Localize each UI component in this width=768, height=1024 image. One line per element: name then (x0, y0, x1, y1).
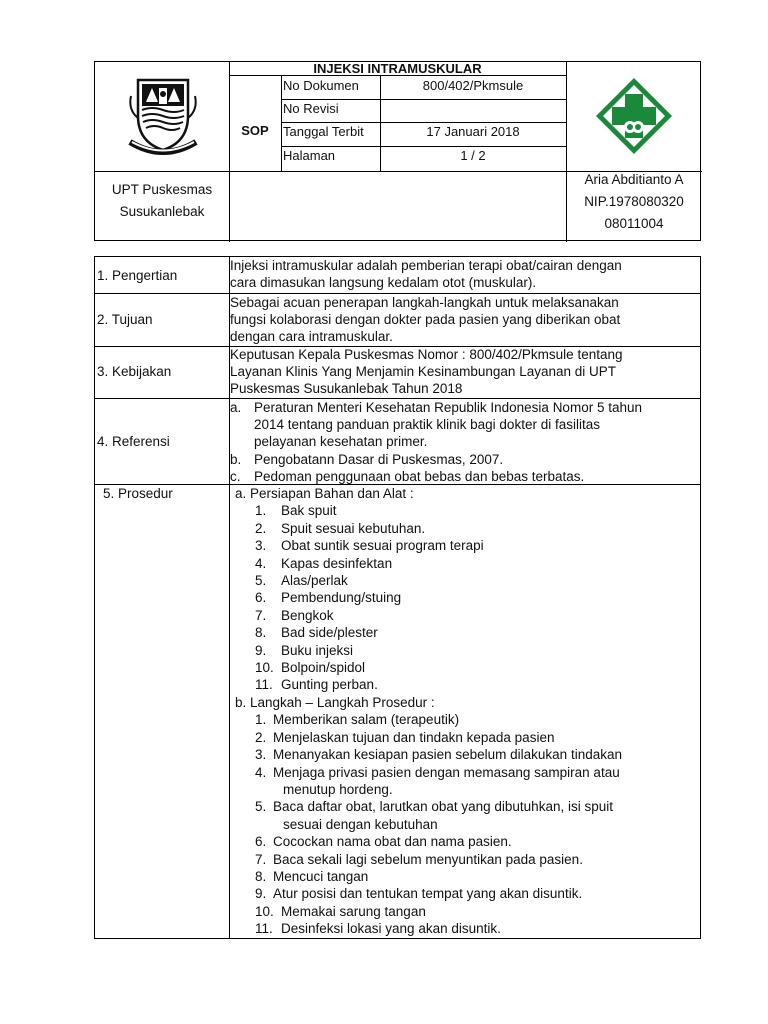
tujuan-line: dengan cara intramuskular. (230, 329, 393, 345)
org-name-line-2: Susukanlebak (119, 204, 205, 219)
signer-name: Aria Abditianto A (584, 172, 684, 187)
prosedur-list (235, 485, 700, 938)
list-item: 5. Alas/perlak (255, 573, 348, 589)
sop-content-table (94, 256, 701, 939)
halaman-label: Halaman (283, 148, 336, 163)
section-label-kebijakan: 3. Kebijakan (97, 364, 172, 379)
org-name-line-1: UPT Puskesmas (111, 182, 213, 197)
section-label-pengertian: 1. Pengertian (97, 268, 178, 283)
section-text-referensi (230, 399, 700, 485)
halaman-value: 1 / 2 (460, 148, 486, 163)
referensi-item: b. Pengobatann Dasar di Puskesmas, 2007. (230, 451, 504, 467)
list-item-continuation: sesuai dengan kebutuhan (283, 816, 438, 832)
section-label-prosedur: 5. Prosedur (103, 486, 173, 501)
referensi-item: c. Pedoman penggunaan obat bebas dan bebas terbatas. (230, 468, 585, 484)
pengertian-line: cara dimasukan langsung kedalam otot (muskular). (230, 275, 537, 291)
list-item: 4. Menjaga privasi pasien dengan memasang sampiran atau (255, 764, 620, 780)
puskesmas-green-cross-logo (594, 76, 674, 156)
document-title: INJEKSI INTRAMUSKULAR (313, 61, 482, 76)
section-text-pengertian (230, 257, 700, 291)
no-dokumen-label: No Dokumen (283, 78, 359, 93)
kebijakan-line: Keputusan Kepala Puskesmas Nomor : 800/402/Pkmsule tentang (230, 347, 623, 362)
list-item: 3. Menanyakan kesiapan pasien sebelum dilakukan tindakan (255, 747, 622, 763)
list-item: 2. Spuit sesuai kebutuhan. (255, 520, 426, 536)
list-item: 7. Baca sekali lagi sebelum menyuntikan pada pasien. (255, 851, 583, 867)
list-item: 6. Cocockan nama obat dan nama pasien. (255, 834, 512, 850)
kebijakan-line: Puskesmas Susukanlebak Tahun 2018 (230, 381, 463, 397)
list-item: 4. Kapas desinfektan (255, 555, 393, 571)
no-dokumen-value: 800/402/Pkmsule (422, 78, 524, 93)
kebijakan-line: Layanan Klinis Yang Menjamin Kesinambungan Layanan di UPT (230, 364, 616, 380)
list-item: 10. Memakai sarung tangan (255, 903, 426, 919)
signer-nip-line-2: 08011004 (604, 216, 664, 231)
prosedur-part-a-heading: a. Persiapan Bahan dan Alat : (235, 486, 414, 501)
signer-nip-line-1: NIP.1978080320 (584, 194, 684, 209)
section-label-tujuan: 2. Tujuan (97, 312, 153, 327)
tanggal-terbit-label: Tanggal Terbit (283, 124, 364, 139)
sop-label: SOP (241, 123, 269, 138)
list-item: 11. Gunting perban. (255, 677, 378, 693)
list-item: 9. Buku injeksi (255, 642, 354, 658)
regency-crest-logo (128, 76, 198, 158)
list-item: 7. Bengkok (255, 607, 334, 623)
tanggal-terbit-value: 17 Januari 2018 (426, 124, 520, 139)
list-item: 8. Mencuci tangan (255, 868, 369, 884)
tujuan-line: fungsi kolaborasi dengan dokter pada pasien yang diberikan obat (230, 312, 621, 328)
list-item: 1. Memberikan salam (terapeutik) (255, 712, 460, 728)
no-revisi-label: No Revisi (283, 101, 339, 116)
section-label-referensi: 4. Referensi (97, 434, 170, 449)
referensi-item: a. Peraturan Menteri Kesehatan Republik Indonesia Nomor 5 tahun 2014 tentang panduan praktik klinik bagi dokter di fasilitas pelayanan kesehatan primer. (230, 400, 642, 450)
list-item: 11. Desinfeksi lokasi yang akan disuntik. (255, 921, 501, 937)
list-item: 2. Menjelaskan tujuan dan tindakn kepada pasien (255, 729, 555, 745)
section-text-kebijakan (230, 346, 700, 398)
list-item: 9. Atur posisi dan tentukan tempat yang akan disuntik. (255, 886, 583, 902)
list-item-continuation: menutup hordeng. (283, 781, 393, 797)
list-item: 3. Obat suntik sesuai program terapi (255, 538, 484, 554)
prosedur-part-b-heading: b. Langkah – Langkah Prosedur : (235, 694, 435, 710)
sop-header-table (94, 61, 701, 241)
list-item: 1. Bak spuit (255, 503, 337, 519)
list-item: 5. Baca daftar obat, larutkan obat yang dibutuhkan, isi spuit (255, 799, 613, 815)
pengertian-line: Injeksi intramuskular adalah pemberian terapi obat/cairan dengan (230, 258, 622, 273)
list-item: 8. Bad side/plester (255, 625, 378, 641)
list-item: 6. Pembendung/stuing (255, 590, 402, 606)
list-item: 10. Bolpoin/spidol (255, 660, 366, 676)
section-text-tujuan (230, 294, 700, 346)
tujuan-line: Sebagai acuan penerapan langkah-langkah untuk melaksanakan (230, 295, 619, 310)
